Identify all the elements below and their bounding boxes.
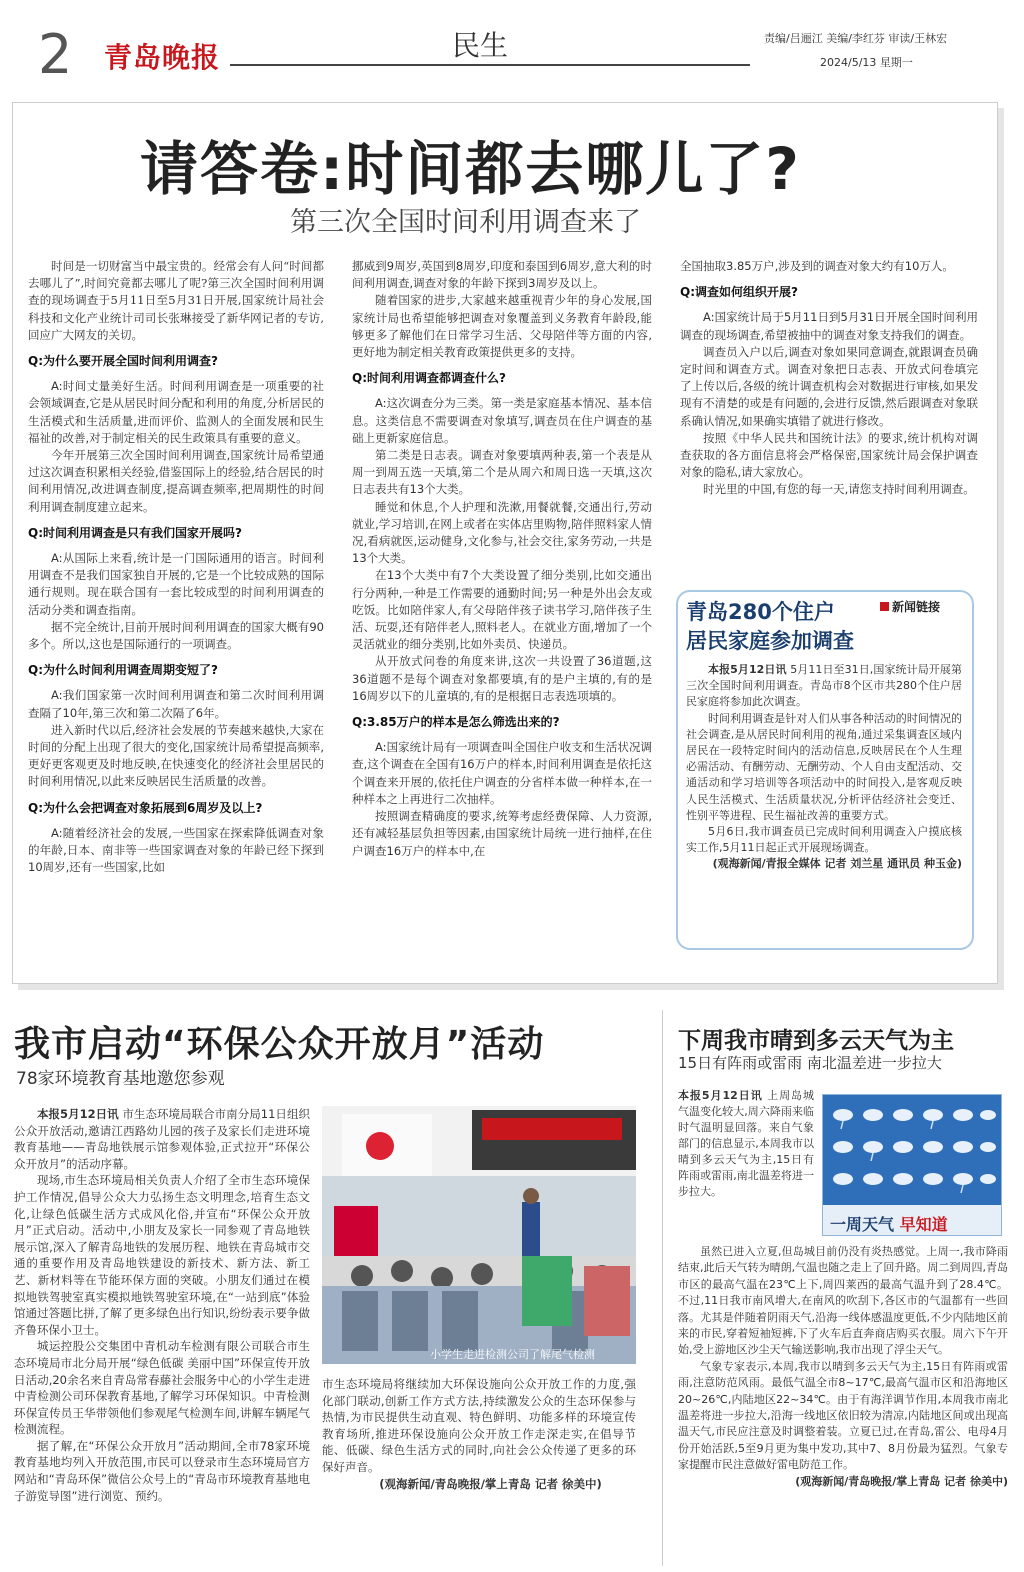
editors-line: 责编/吕逦江 美编/李红芬 审读/王林宏 [764, 32, 948, 45]
answer-paragraph: 今年开展第三次全国时间利用调查,国家统计局希望通过这次调查积累相关经验,借鉴国际上的经验,结合居民的时间利用情况,改进调查制度,提高调查频率,把周期性的时间利用调查制度建立起来。 [28, 448, 324, 514]
feature-headline: 请答卷:时间都去哪儿了? [140, 135, 801, 203]
square-icon [880, 602, 889, 611]
weather-badge: 一周天气 早知道 [830, 1215, 948, 1234]
answer-paragraph: 调查员入户以后,调查对象如果同意调查,就跟调查员确定时间和调查方式。调查对象把日志表、开放式问卷填完了上传以后,各级的统计调查机构会对数据进行审核,如果发现有不清楚的或是有问题的,会进行反馈,然后跟调查对象联系确认情况,如果确实填错了就进行修改。 [680, 344, 978, 428]
answer-paragraph: 挪威到9周岁,英国到8周岁,印度和泰国到6周岁,意大利的时间利用调查,调查对象的年龄下探到3周岁及以上。 [352, 259, 652, 291]
page-number: 2 [38, 23, 73, 86]
answer-paragraph: 在13个大类中有7个大类设置了细分类别,比如交通出行分两种,一种是工作需要的通勤时间;另一种是外出会友或吃饭。比如陪伴家人,有父母陪伴孩子读书学习,陪伴孩子生活、玩耍,还有陪伴老人,照料老人。在就业方面,增加了一个灵活就业的细分类别,比如外卖员、快递员。 [352, 568, 652, 652]
question-heading: Q:3.85万户的样本是怎么筛选出来的? [352, 715, 560, 730]
article-headline: 我市启动“环保公众开放月”活动 [14, 1024, 545, 1065]
weather-subheadline: 15日有阵雨或雷雨 南北温差进一步拉大 [678, 1054, 942, 1072]
answer-paragraph: 时光里的中国,有您的每一天,请您支持时间利用调查。 [703, 482, 975, 497]
answer-paragraph: A:我们国家第一次时间利用调查和第二次时间利用调查隔了10年,第三次和第二次隔了6年。 [28, 688, 324, 720]
answer-paragraph: 按照《中华人民共和国统计法》的要求,统计机构对调查获取的各方面信息将会严格保密,国家统计局会保护调查对象的隐私,请大家放心。 [680, 430, 978, 480]
news-link-body: 本报5月12日讯 5月11日至31日,国家统计局开展第三次全国时间利用调查。青岛市8个区市共280个住户居民家庭将参加此次调查。 时间利用调查是针对人们从事各种活动的时间情况的社会调查,是从居民时间利用的视角,通过采集调查区域内居民在一段特定时间内的活动信息,反映居民在个人生理必需活动、有酬劳动、无酬劳动、个人自由支配活动、交通活动和学习培训等各项活动中的时间投入,是客观反映人民生活模式、生活质量状况,分析评估经济社会变迁、性别平等进程、民生福祉改善的重要方式。 5月6日,我市调查员已完成时间利用调查入户摸底核实工作,5月11日起正式开展现场调查。 (观海新闻/青报全媒体 记者 刘兰星 通讯员 种玉金) [686, 662, 962, 940]
feature-column-3 [680, 258, 978, 576]
news-link-title: 青岛280个住户 居民家庭参加调查 [686, 600, 854, 653]
answer-paragraph: A:这次调查分为三类。第一类是家庭基本情况、基本信息。这类信息不需要调查对象填写,调查员在住户调查的基础上更新家庭信息。 [352, 396, 652, 445]
column-divider [662, 1010, 663, 1566]
article2-column-1: 本报5月12日讯 市生态环境局联合市南分局11日组织公众开放活动,邀请江西路幼儿园的孩子及家长们走进环境教育基地——青岛地铁展示馆参观体验,正式拉开“环保公众开放月”的活动序幕。 现场,市生态环境局相关负责人介绍了全市生态环境保护工作情况,倡导公众大力弘扬生态文明理念,培育生态文化,让绿色低碳生活方式成风化俗,并宣布“环保公众开放月”正式启动。活动中,小朋友及家长一同参观了青岛地铁展示馆,深入了解青岛地铁的发展历程、地铁在青岛城市交通的重要作用及青岛地铁建设的新技术、新方法、新工艺、新材料等在节能环保方面的突破。小朋友们通过在模拟地铁驾驶室真实模拟地铁驾驶室环境,在“一站到底”体验馆通过答题比拼,了解了更多绿色出行知识,纷纷表示要争做齐鲁环保小卫士。 城运控股公交集团中青机动车检测有限公司联合市生态环境局市北分局开展“绿色低碳 美丽中国”环保宣传开放日活动,20余名来自青岛常春藤社会服务中心的小学生走进中青检测公司环保教育基地,了解学习环保知识。中青检测环保宣传员王华带领他们参观尾气检测车间,讲解车辆尾气检测流程。 据了解,在“环保公众开放月”活动期间,全市78家环境教育基地均列入开放范围,市民可以登录市生态环境局官方网站和“青岛环保”微信公众号上的“青岛市环境教育基地电子游览导图”进行浏览、预约。 [14, 1107, 310, 1503]
article-credit: (观海新闻/青岛晚报/掌上青岛 记者 徐美中) [379, 1476, 602, 1491]
weather-headline: 下周我市晴到多云天气为主 [678, 1028, 954, 1054]
question-heading: Q:为什么会把调查对象拓展到6周岁及以上? [28, 800, 263, 815]
answer-paragraph: 从开放式问卷的角度来讲,这次一共设置了36道题,这36道题不是每个调查对象都要填,有的是户主填的,有的是16周岁以下的儿童填的,有的是根据日志表选项填的。 [352, 654, 652, 703]
article-credit: (观海新闻/青报全媒体 记者 刘兰星 通讯员 种玉金) [712, 857, 962, 871]
answer-paragraph: A:国家统计局于5月11日到5月31日开展全国时间利用调查的现场调查,希望被抽中的调查对象支持我们的调查。 [680, 310, 978, 342]
answer-paragraph: 随着国家的进步,大家越来越重视青少年的身心发展,国家统计局也希望能够把调查对象覆盖到义务教育年龄段,能够更多了解他们在日常学习生活、父母陪伴等方面的内容,更好地为制定相关教育政策提供更多的支持。 [352, 293, 652, 360]
answer-paragraph: 据不完全统计,目前开展时间利用调查的国家大概有90多个。所以,这也是国际通行的一项调查。 [28, 619, 324, 652]
section-title: 民生 [452, 29, 509, 62]
news-link-tag: 新闻链接 [880, 598, 940, 615]
question-heading: Q:调查如何组织开展? [680, 285, 798, 300]
question-heading: Q:时间利用调查是只有我们国家开展吗? [28, 525, 242, 540]
feature-subheadline: 第三次全国时间利用调查来了 [290, 207, 641, 238]
article2-column-2: 市生态环境局将继续加大环保设施向公众开放工作的力度,强化部门联动,创新工作方式方法,持续激发公众的生态环保参与热情,为市民提供生动直观、特色鲜明、功能多样的环境宣传教育场所,推进环保设施向公众开放工作走深走实,在倡导节能、低碳、绿色生活方式的同时,向社会公众传递了更多的环保好声音。 (观海新闻/青岛晚报/掌上青岛 记者 徐美中) [322, 1377, 636, 1491]
weather-column-wide: 虽然已进入立夏,但岛城目前仍没有炎热感觉。上周一,我市降雨结束,此后天气转为晴朗,气温也随之走上了回升路。周二到周四,青岛市区的最高气温在23℃上下,周四莱西的最高气温升到了28.4℃。不过,11日我市南风增大,在南风的吹刮下,各区市的气温都有一些回落。尤其是伴随着阴雨天气,沿海一线体感温度更低,不少内陆地区前来的市民,穿着短袖短裤,下了火车后直奔商店购买衣服。周六下午开始,受上游地区沙尘天气输送影响,我市出现了浮尘天气。 气象专家表示,本周,我市以晴到多云天气为主,15日有阵雨或雷雨,注意防范风雨。最低气温全市8~17℃,最高气温市区和沿海地区20~26℃,内陆地区22~34℃。由于有海洋调节作用,本周我市南北温差将进一步拉大,沿海一线地区依旧较为清凉,内陆地区间或出现高温天气,市民应注意及时调整着装。立夏已过,在青岛,雷公、电母4月份开始活跃,5至9月更为集中发功,其中7、8月份最为猛烈。气象专家提醒市民注意做好雷电防范工作。 (观海新闻/青岛晚报/掌上青岛 记者 徐美中) [678, 1244, 1008, 1566]
article-credit: (观海新闻/青岛晚报/掌上青岛 记者 徐美中) [795, 1474, 1008, 1488]
header-rule [230, 64, 750, 66]
intro-paragraph: 时间是一切财富当中最宝贵的。经常会有人问“时间都去哪儿了”,时间究竟都去哪儿了呢?第三次全国时间利用调查的现场调查于5月11日至5月31日开展,国家统计局社会科技和文化产业统计司司长张琳接受了新华网记者的专访,回应广大网友的关切。 [28, 259, 324, 342]
answer-paragraph: A:从国际上来看,统计是一门国际通用的语言。时间利用调查不是我们国家独自开展的,它是一个比较成熟的国际通行规则。现在联合国有一套比较成型的时间利用调查的活动分类和调查指南。 [28, 551, 324, 617]
event-photo [322, 1106, 636, 1364]
issue-date: 2024/5/13 星期一 [820, 56, 913, 69]
weather-column-narrow: 本报5月12日讯 上周岛城气温变化较大,周六降雨来临时气温明显回落。来自气象部门的信息显示,本周我市以晴到多云天气为主,15日有阵雨或雷雨,南北温差将进一步拉大。 [678, 1089, 814, 1198]
answer-paragraph: A:随着经济社会的发展,一些国家在探索降低调查对象的年龄,日本、南非等一些国家调查对象的年龄已经下探到10周岁,还有一些国家,比如 [28, 825, 324, 875]
photo-caption: 小学生走进检测公司了解尾气检测 [430, 1348, 595, 1361]
question-heading: Q:为什么要开展全国时间利用调查? [28, 354, 218, 369]
answer-paragraph: 进入新时代以后,经济社会发展的节奏越来越快,大家在时间的分配上出现了很大的变化,国家统计局希望提高频率,更好更客观更及时地反映,在快速变化的经济社会里居民的时间利用情况,以此来反映居民生活质量的改善。 [28, 722, 324, 789]
question-heading: Q:时间利用调查都调查什么? [352, 371, 506, 386]
newspaper-logo: 青岛晚报 [104, 41, 221, 74]
feature-column-1 [28, 258, 324, 948]
question-heading: Q:为什么时间利用调查周期变短了? [28, 663, 218, 678]
answer-paragraph: 按照调查精确度的要求,统筹考虑经费保障、人力资源,还有减轻基层负担等因素,由国家统计局统一进行抽样,在住户调查16万户的样本中,在 [352, 809, 652, 858]
feature-column-2 [352, 258, 652, 948]
article-subheadline: 78家环境教育基地邀您参观 [16, 1069, 225, 1089]
answer-paragraph: 全国抽取3.85万户,涉及到的调查对象大约有10万人。 [680, 259, 954, 273]
answer-paragraph: 第二类是日志表。调查对象要填两种表,第一个表是从周一到周五选一天填,第二个是从周六和周日选一天填,这次日志表共有13个大类。 [352, 448, 652, 497]
answer-paragraph: A:时间丈量美好生活。时间利用调查是一项重要的社会领域调查,它是从居民时间分配和利用的角度,分析居民的生活模式和生活质量,进而评价、监测人的全面发展和民生福祉的改善,对于制定相关的民生政策具有重要的意义。 [28, 379, 324, 445]
answer-paragraph: A:国家统计局有一项调查叫全国住户收支和生活状况调查,这个调查在全国有16万户的样本,时间利用调查是依托这个调查来开展的,依托住户调查的分省样本做一种样本,在一种样本之上再进行二次抽样。 [352, 740, 652, 806]
answer-paragraph: 睡觉和休息,个人护理和洗漱,用餐就餐,交通出行,劳动就业,学习培训,在网上或者在实体店里购物,陪伴照料家人情况,看病就医,运动健身,文化参与,社会交往,家务劳动,一共是13个大类。 [352, 499, 652, 566]
